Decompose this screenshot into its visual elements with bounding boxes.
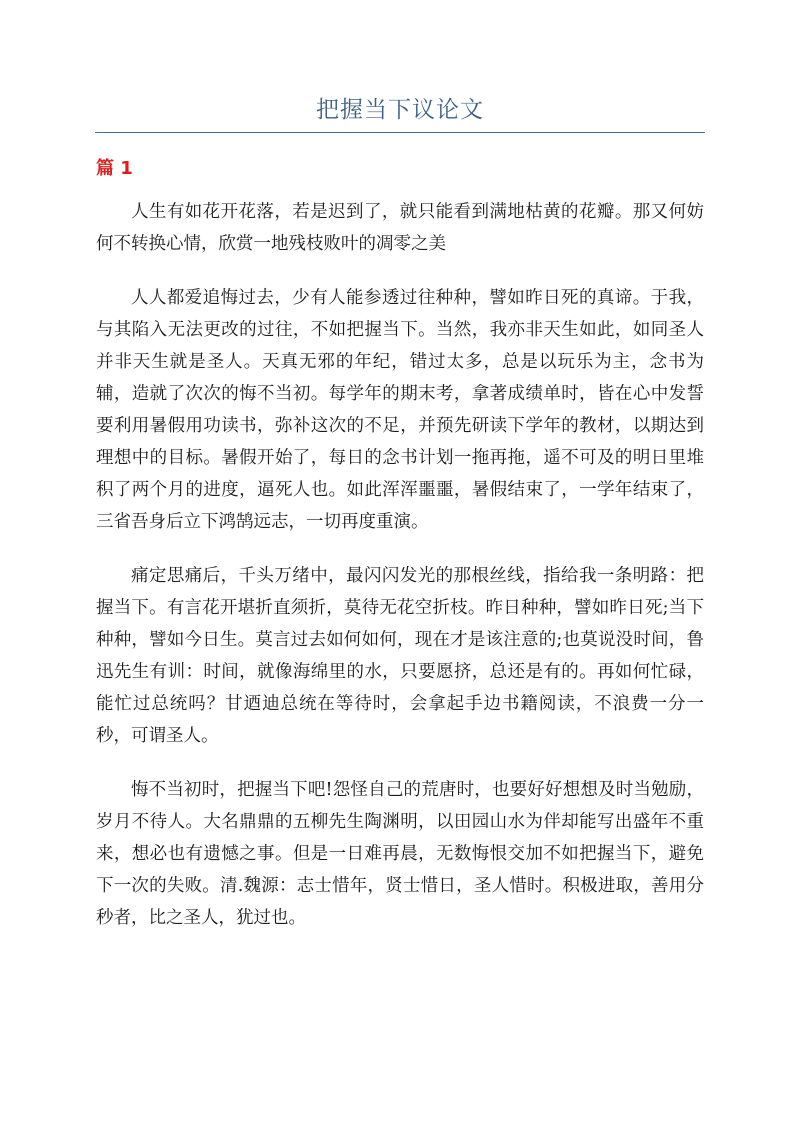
document-title: 把握当下议论文: [316, 97, 484, 123]
paragraph-1: 人生有如花开花落，若是迟到了，就只能看到满地枯黄的花瓣。那又何妨何不转换心情，欣赏一地残枝败叶的凋零之美: [96, 202, 704, 254]
paragraph-4: 悔不当初时，把握当下吧!怨怪自己的荒唐时，也要好好想想及时当勉励，岁月不待人。大名鼎鼎的五柳先生陶渊明，以田园山水为伴却能写出盛年不重来，想必也有遗憾之事。但是一日难再晨，无数悔恨交加不如把握当下，避免下一次的失败。清.魏源：志士惜年，贤士惜日，圣人惜时。积极进取，善用分秒者，比之圣人，犹过也。: [96, 780, 704, 928]
title-divider: [95, 132, 705, 133]
document-body: [96, 196, 704, 956]
section-heading: 篇 1: [96, 158, 133, 179]
paragraph-3: 痛定思痛后，千头万绪中，最闪闪发光的那根丝线，指给我一条明路：把握当下。有言花开堪折直须折，莫待无花空折枝。昨日种种，譬如昨日死;当下种种，譬如今日生。莫言过去如何如何，现在才是该注意的;也莫说没时间，鲁迅先生有训：时间，就像海绵里的水，只要愿挤，总还是有的。再如何忙碌，能忙过总统吗？甘迺迪总统在等待时，会拿起手边书籍阅读，不浪费一分一秒，可谓圣人。: [96, 566, 704, 746]
paragraph-2: 人人都爱追悔过去，少有人能参透过往种种，譬如昨日死的真谛。于我，与其陷入无法更改的过往，不如把握当下。当然，我亦非天生如此，如同圣人并非天生就是圣人。天真无邪的年纪，错过太多，总是以玩乐为主，念书为辅，造就了次次的悔不当初。每学年的期末考，拿著成绩单时，皆在心中发誓要利用暑假用功读书，弥补这次的不足，并预先研读下学年的教材，以期达到理想中的目标。暑假开始了，每日的念书计划一拖再拖，遥不可及的明日里堆积了两个月的进度，逼死人也。如此浑浑噩噩，暑假结束了，一学年结束了，三省吾身后立下鸿鹄远志，一切再度重演。: [96, 288, 704, 532]
